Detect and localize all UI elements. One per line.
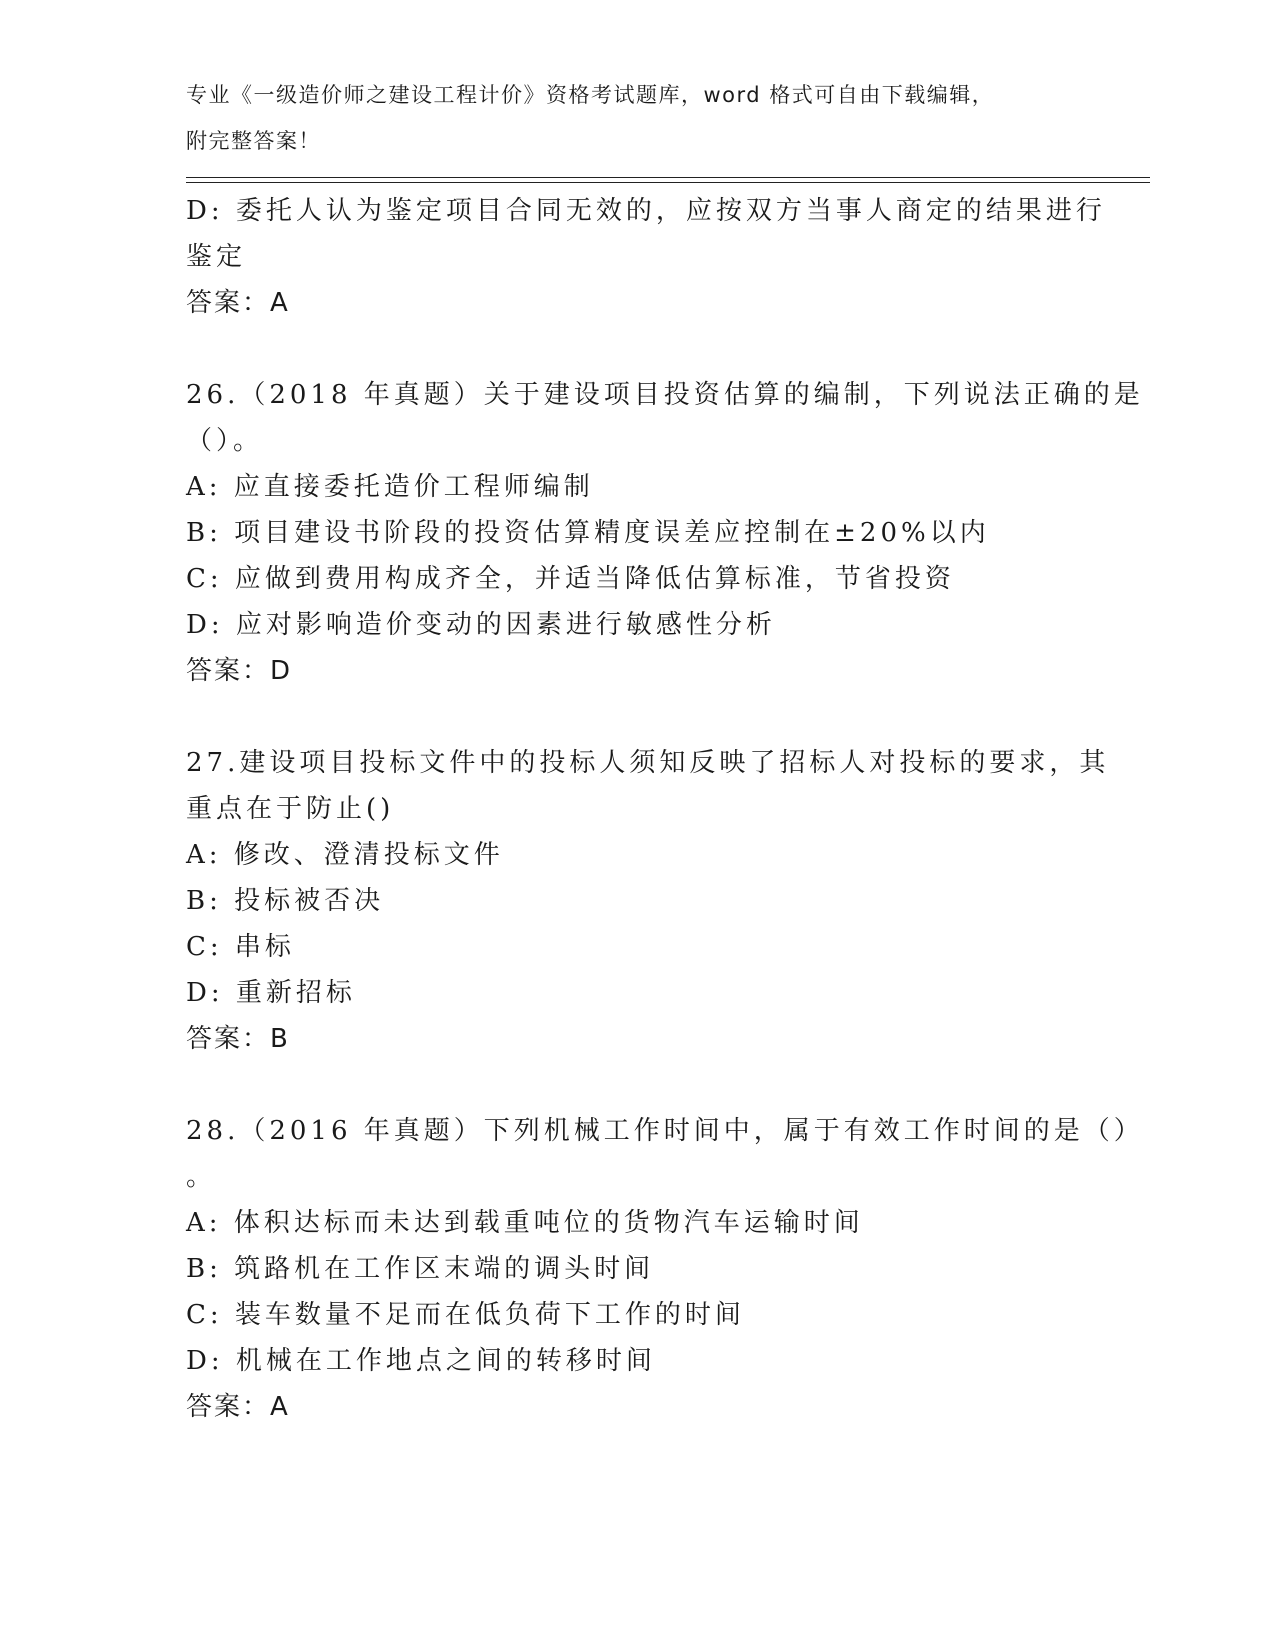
- option-d-continued: 鉴定: [186, 242, 247, 272]
- answer: 答案：A: [186, 288, 290, 318]
- option-d: D: 委托人认为鉴定项目合同无效的，应按双方当事人商定的结果进行: [186, 196, 1106, 226]
- previous-question-tail: [186, 188, 1106, 326]
- option-d: D: 机械在工作地点之间的转移时间: [186, 1346, 656, 1376]
- option-d: D: 应对影响造价变动的因素进行敏感性分析: [186, 610, 776, 640]
- document-header: [186, 72, 1086, 164]
- option-b: B: 投标被否决: [186, 886, 385, 916]
- header-line-2: 附完整答案！: [186, 129, 321, 153]
- question-28: [186, 1108, 1144, 1430]
- header-line-1: 专业《一级造价师之建设工程计价》资格考试题库，word 格式可自由下载编辑，: [186, 83, 995, 107]
- option-c: C: 串标: [186, 932, 295, 962]
- answer: 答案：A: [186, 1392, 290, 1422]
- option-c: C: 装车数量不足而在低负荷下工作的时间: [186, 1300, 745, 1330]
- header-divider-bottom: [186, 182, 1150, 183]
- question-stem: 28.（2016 年真题）下列机械工作时间中，属于有效工作时间的是（）: [186, 1116, 1144, 1146]
- option-b: B: 项目建设书阶段的投资估算精度误差应控制在±20%以内: [186, 518, 990, 548]
- question-27: [186, 740, 1110, 1062]
- option-d: D: 重新招标: [186, 978, 356, 1008]
- spacer: [186, 1062, 1086, 1108]
- question-stem-continued: 重点在于防止(): [186, 794, 395, 824]
- question-list: [186, 188, 1144, 1430]
- option-a: A: 修改、澄清投标文件: [186, 840, 504, 870]
- option-a: A: 体积达标而未达到载重吨位的货物汽车运输时间: [186, 1208, 864, 1238]
- answer: 答案：D: [186, 656, 293, 686]
- spacer: [186, 326, 1086, 372]
- answer: 答案：B: [186, 1024, 290, 1054]
- question-stem: 27.建设项目投标文件中的投标人须知反映了招标人对投标的要求，其: [186, 748, 1110, 778]
- spacer: [186, 694, 1086, 740]
- option-c: C: 应做到费用构成齐全，并适当降低估算标准，节省投资: [186, 564, 955, 594]
- option-b: B: 筑路机在工作区末端的调头时间: [186, 1254, 655, 1284]
- question-stem-continued: （）。: [186, 426, 264, 456]
- question-26: [186, 372, 1144, 694]
- question-stem-continued: 。: [186, 1162, 217, 1192]
- option-a: A: 应直接委托造价工程师编制: [186, 472, 594, 502]
- question-stem: 26.（2018 年真题）关于建设项目投资估算的编制，下列说法正确的是: [186, 380, 1144, 410]
- header-divider-top: [186, 177, 1150, 178]
